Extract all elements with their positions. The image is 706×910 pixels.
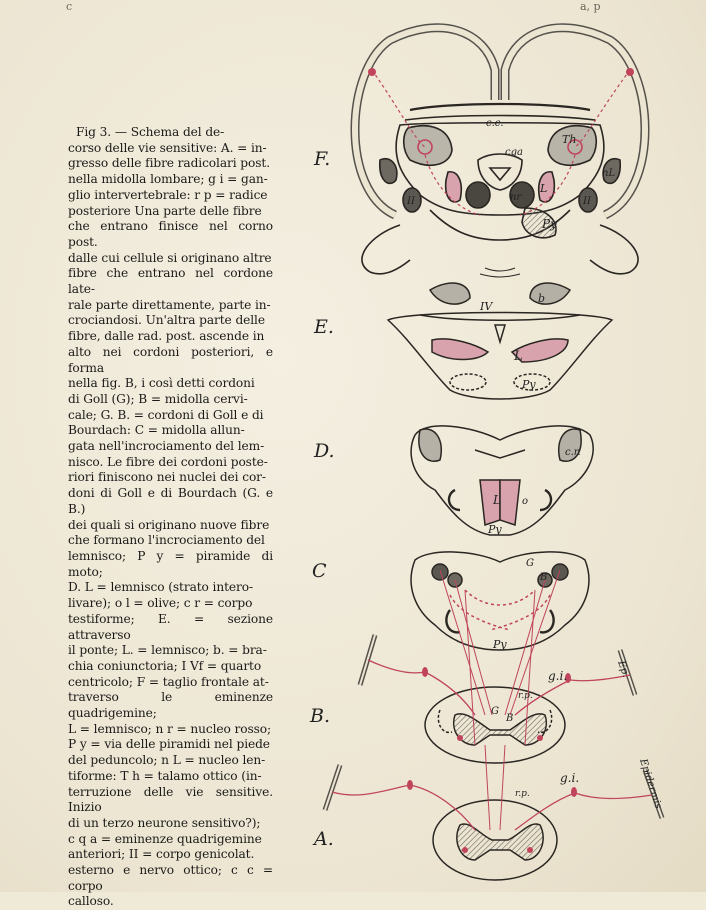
- caption-line: fibre che entrano nel cordone late-: [68, 266, 273, 297]
- caption-line: nella midolla lombare; g i = gan-: [68, 172, 268, 187]
- caption-fig-ref: Fig 3.: [76, 125, 112, 139]
- caption-line: terruzione delle vie sensitive. Inizio: [68, 784, 273, 815]
- caption-line: nella fig. B, i così detti cordoni: [68, 376, 255, 391]
- label-IV: IV: [480, 300, 493, 313]
- caption-line: chia coniunctoria; I Vf = quarto: [68, 658, 262, 673]
- label-Py-E: Py: [522, 378, 536, 391]
- caption-line: Bourdach: C = midolla allun-: [68, 423, 245, 438]
- label-Th: Th: [562, 133, 577, 146]
- label-B-B: B: [506, 713, 514, 724]
- label-nr: nr: [510, 192, 522, 203]
- label-Ep-B: Ep.: [615, 659, 632, 679]
- label-L-D: L: [493, 493, 501, 507]
- stage-label-E: E.: [314, 316, 334, 338]
- header-right-mark: a, p: [580, 0, 601, 13]
- caption-line: dalle cui cellule si originano altre: [68, 250, 272, 265]
- label-L-E: L: [514, 349, 523, 364]
- stage-label-B: B.: [310, 705, 331, 727]
- label-G-C: G: [526, 558, 534, 569]
- caption-line: testiforme; E. = sezione attraverso: [68, 611, 273, 642]
- caption-line: anteriori; II = corpo genicolat.: [68, 847, 255, 862]
- caption-line: di un terzo neurone sensitivo?);: [68, 815, 261, 830]
- caption-line: crociandosi. Un'altra parte delle: [68, 313, 265, 328]
- label-G-B: G: [491, 706, 499, 717]
- label-Py-C: Py: [493, 638, 507, 651]
- caption-line: nisco. Le fibre dei cordoni poste-: [68, 454, 268, 469]
- caption-line: P y = via delle piramidi nel piede: [68, 737, 270, 752]
- caption-line: doni di Goll e di Bourdach (G. e B.): [68, 486, 273, 516]
- caption-line: di Goll (G); B = midolla cervi-: [68, 391, 248, 406]
- label-o: o: [522, 496, 529, 507]
- label-Py-D: Py: [488, 523, 502, 536]
- section-B: [360, 570, 635, 763]
- label-B-C: B: [540, 572, 548, 583]
- label-rp-A: r.p.: [515, 789, 530, 799]
- caption-line: posteriore Una parte delle fibre: [68, 203, 262, 218]
- label-cr: c.r.: [565, 447, 581, 458]
- label-cqa: cqa: [505, 147, 523, 158]
- caption-line: cale; G. B. = cordoni di Goll e di: [68, 407, 264, 422]
- caption-line: c q a = eminenze quadrigemine: [68, 831, 262, 846]
- caption-line: calloso.: [68, 894, 114, 909]
- caption-line: gresso delle fibre radicolari post.: [68, 156, 270, 171]
- caption-line: riori finiscono nei nuclei dei cor-: [68, 470, 266, 485]
- caption-text: [68, 125, 273, 908]
- label-L-F: L: [540, 182, 548, 195]
- label-cc: c.c.: [486, 118, 504, 129]
- stage-label-A: A.: [314, 828, 334, 850]
- caption-line: alto nei cordoni posteriori, e forma: [68, 344, 273, 375]
- section-A: [325, 745, 662, 880]
- caption-line: gata nell'incrociamento del lem-: [68, 439, 265, 454]
- caption-line: livare); o l = olive; c r = corpo: [68, 596, 253, 611]
- stage-label-C: C: [312, 560, 327, 582]
- caption-line: esterno e nervo ottico; c c = corpo: [68, 863, 273, 893]
- label-b: b: [538, 292, 546, 305]
- section-C: [411, 552, 589, 650]
- section-E: [388, 268, 612, 399]
- stage-label-D: D.: [314, 440, 335, 462]
- figure-caption: [68, 125, 273, 910]
- caption-line: che formano l'incrociamento del: [68, 533, 265, 548]
- section-D: [411, 426, 593, 535]
- header-left-mark: c: [66, 0, 73, 13]
- caption-line: del peduncolo; n L = nucleo len-: [68, 753, 266, 768]
- caption-line: L = lemnisco; n r = nucleo rosso;: [68, 721, 272, 736]
- caption-line: — Schema del de-: [114, 125, 225, 139]
- caption-line: il ponte; L. = lemnisco; b. = bra-: [68, 643, 267, 658]
- label-Py-F: Py: [542, 217, 557, 231]
- label-II-right: II: [583, 196, 591, 207]
- caption-line: centricolo; F = taglio frontale at-: [68, 674, 269, 689]
- label-Epidermis: Epidermis: [637, 757, 664, 811]
- section-F: [355, 28, 645, 274]
- figure-svg: [300, 10, 706, 890]
- label-nL: nL: [602, 168, 616, 179]
- caption-line: che entrano finisce nel corno post.: [68, 219, 273, 249]
- label-gi-A: g.i.: [560, 771, 580, 785]
- caption-line: glio intervertebrale: r p = radice: [68, 187, 268, 202]
- caption-line: dei quali si originano nuove fibre: [68, 517, 270, 532]
- caption-line: fibre, dalle rad. post. ascende in: [68, 329, 265, 344]
- label-rp-B: r.p.: [518, 691, 533, 701]
- caption-line: traverso le eminenze quadrigemine;: [68, 690, 273, 721]
- stage-label-F: F.: [314, 148, 331, 170]
- caption-line: tiforme: T h = talamo ottico (in-: [68, 768, 262, 783]
- sensory-pathway-figure: [300, 10, 706, 890]
- caption-line: corso delle vie sensitive: A. = in-: [68, 140, 267, 155]
- caption-line: rale parte direttamente, parte in-: [68, 297, 271, 312]
- caption-line: lemnisco; P y = piramide di moto;: [68, 548, 273, 579]
- caption-line: D. L = lemnisco (strato intero-: [68, 580, 253, 595]
- label-gi-B: g.i.: [548, 669, 568, 683]
- label-II-left: II: [407, 196, 415, 207]
